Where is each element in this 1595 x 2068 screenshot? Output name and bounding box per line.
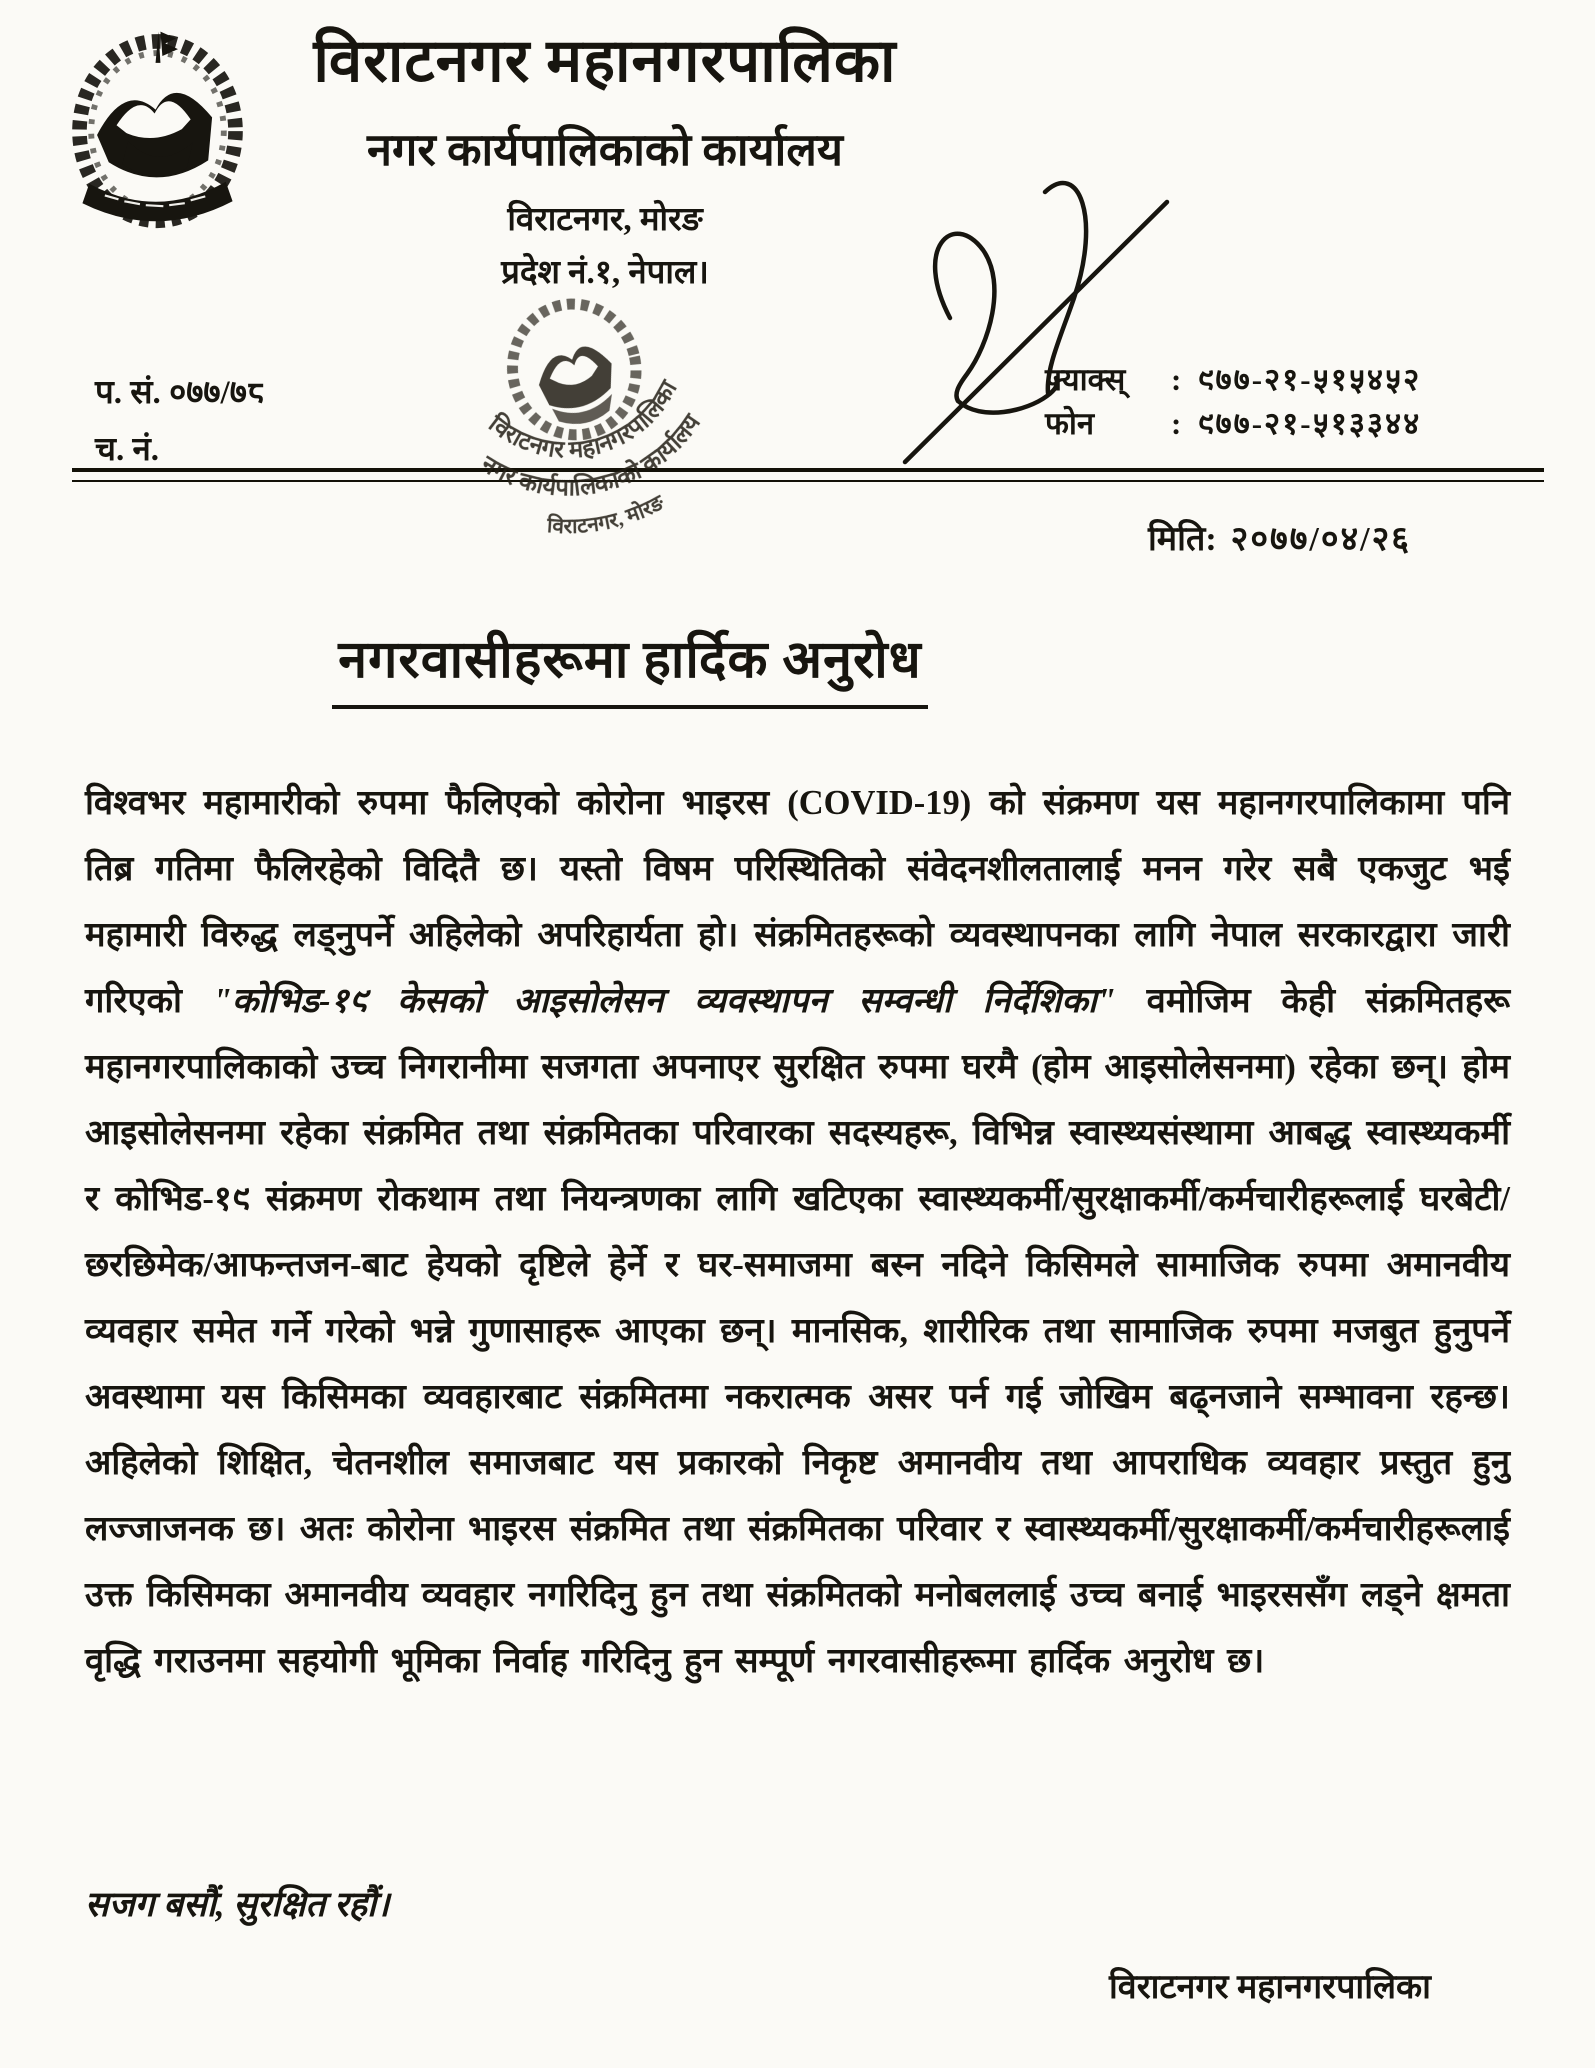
notice-title-wrap — [80, 622, 1180, 709]
office-name: नगर कार्यपालिकाको कार्यालय — [367, 125, 843, 175]
municipality-name: विराटनगर महानगरपालिका — [313, 28, 897, 94]
body-segment-1: विश्वभर महामारीको रुपमा फैलिएको कोरोना भाइरस (COVID-19) को संक्रमण यस महानगरपालिकामा पनि तिब्र गतिमा फैलिरहेको विदितै छ। यस्तो विषम परिस्थितिको संवेदनशीलतालाई मनन गरेर सबै एकजुट भई महामारी विरुद्ध लड्नुपर्ने अहिलेको अपरिहार्यता हो। संक्रमितहरूको व्यवस्थापनका लागि नेपाल सरकारद्वारा जारी गरिएको — [85, 784, 1510, 1020]
date-label: मिति: — [1148, 521, 1217, 558]
stamp-text-municipality: विराटनगर महानगरपालिका — [483, 376, 683, 464]
divider-rule-top — [72, 468, 1544, 472]
stamp-text-office: नगर कार्यपालिकाको कार्यालय — [476, 410, 706, 502]
issuing-organization: विराटनगर महानगरपालिका — [1109, 1969, 1431, 2006]
stamp-text-city: विराटनगर, मोरङ — [546, 490, 668, 539]
phone-number: ९७७-२१-५१३३४४ — [1197, 406, 1422, 441]
ref-value: ०७७/७८ — [169, 375, 265, 411]
separator: : — [1171, 362, 1182, 397]
dispatch-number-line — [95, 425, 264, 470]
notice-title: नगरवासीहरूमा हार्दिक अनुरोध — [332, 622, 927, 709]
notice-body — [85, 770, 1510, 1694]
ref-number-line — [95, 368, 264, 413]
body-segment-2: वमोजिम केही संक्रमितहरू महानगरपालिकाको उच्च निगरानीमा सजगता अपनाएर सुरक्षित रुपमा घरमै (होम आइसोलेसनमा) रहेका छन्। होम आइसोलेसनमा रहेका संक्रमित तथा संक्रमितका परिवारका सदस्यहरू, विभिन्न स्वास्थ्यसंस्थामा आबद्ध स्वास्थ्यकर्मी र कोभिड-१९ संक्रमण रोकथाम तथा नियन्त्रणका लागि खटिएका स्वास्थ्यकर्मी/सुरक्षाकर्मी/कर्मचारीहरूलाई घरबेटी/छरछिमेक/आफन्तजन-बाट हेयको दृष्टिले हेर्ने र घर-समाजमा बस्न नदिने किसिमले सामाजिक रुपमा अमानवीय व्यवहार समेत गर्ने गरेको भन्ने गुणासाहरू आएका छन्। मानसिक, शारीरिक तथा सामाजिक रुपमा मजबुत हुनुपर्ने अवस्थामा यस किसिमका व्यवहारबाट संक्रमितमा नकरात्मक असर पर्न गई जोखिम बढ्नजाने सम्भावना रहन्छ। अहिलेको शिक्षित, चेतनशील समाजबाट यस प्रकारको निकृष्ट अमानवीय तथा आपराधिक व्यवहार प्रस्तुत हुनु लज्जाजनक छ। अतः कोरोना भाइरस संक्रमित तथा संक्रमितका परिवार र स्वास्थ्यकर्मी/सुरक्षाकर्मी/कर्मचारीहरूलाई उक्त किसिमका अमानवीय व्यवहार नगरिदिनु हुन तथा संक्रमितको मनोबललाई उच्च बनाई भाइरससँग लड्ने क्षमता वृद्धि गराउनमा सहयोगी भूमिका निर्वाह गरिदिनु हुन सम्पूर्ण नगरवासीहरूमा हार्दिक अनुरोध छ। — [85, 982, 1510, 1680]
reference-numbers — [95, 368, 264, 482]
fax-number: ९७७-२१-५१५४५२ — [1197, 362, 1422, 397]
separator: : — [1171, 406, 1182, 441]
date-value: २०७७/०४/२६ — [1230, 521, 1411, 558]
dispatch-label: च. नं. — [95, 432, 160, 468]
office-round-stamp — [409, 249, 774, 657]
fax-label: फ्याक्स् — [1045, 362, 1126, 397]
signoff-slogan: सजग बसौं, सुरक्षित रहौं। — [85, 1885, 390, 1924]
quoted-directive-title: "कोभिड-१९ केसको आइसोलेसन व्यवस्थापन सम्वन्धी निर्देशिका" — [212, 982, 1116, 1020]
address-province: प्रदेश नं.१, नेपाल। — [501, 255, 709, 291]
handwritten-signature — [895, 156, 1177, 474]
date-line — [1148, 514, 1411, 560]
address-city: विराटनगर, मोरङ — [507, 202, 703, 238]
ref-label: प. सं. — [95, 375, 161, 411]
divider-rule-bottom — [72, 480, 1544, 482]
phone-label: फोन — [1045, 406, 1095, 441]
